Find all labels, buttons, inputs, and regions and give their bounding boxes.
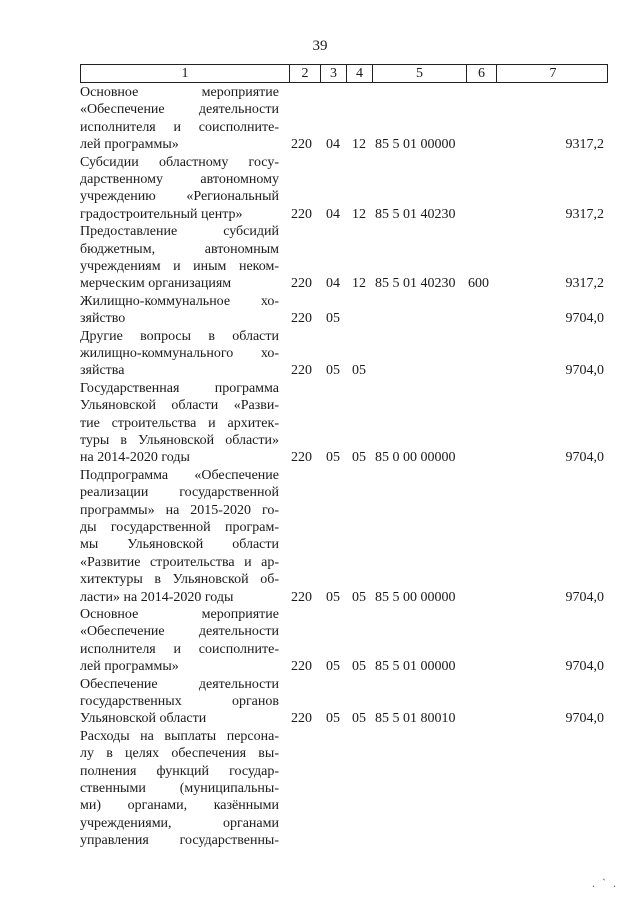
cell-c3: 05 (326, 311, 340, 327)
row-name (80, 728, 279, 850)
cell-c6: 600 (468, 276, 489, 292)
row-name-line: «Развитие строительства и ар- (80, 554, 279, 570)
cell-c5: 85 5 01 00000 (375, 659, 456, 675)
cell-c2: 220 (291, 450, 312, 466)
row-name-line: тие строительства и архитек- (80, 415, 279, 431)
row-name-line: полнения функций государ- (80, 763, 279, 779)
cell-c2: 220 (291, 659, 312, 675)
cell-c4: 05 (352, 711, 366, 727)
cell-c3: 04 (326, 276, 340, 292)
scan-marks: . ` . (592, 876, 618, 890)
cell-c7: 9704,0 (565, 711, 604, 727)
cell-c7: 9317,2 (565, 137, 604, 153)
cell-c2: 220 (291, 276, 312, 292)
cell-c5: 85 0 00 00000 (375, 450, 456, 466)
table-header (80, 64, 608, 83)
cell-c3: 04 (326, 137, 340, 153)
cell-c7: 9704,0 (565, 659, 604, 675)
cell-c4: 05 (352, 363, 366, 379)
row-name-line: исполнителя и соисполните- (80, 119, 279, 135)
row-name-line: «Обеспечение деятельности (80, 102, 279, 118)
cell-c4: 12 (352, 276, 366, 292)
cell-c7: 9704,0 (565, 450, 604, 466)
row-name-line: Обеспечение деятельности (80, 676, 279, 692)
cell-c3: 05 (326, 363, 340, 379)
cell-c3: 05 (326, 589, 340, 605)
cell-c4: 05 (352, 589, 366, 605)
cell-c5: 85 5 00 00000 (375, 589, 456, 605)
header-col-1: 1 (181, 66, 189, 81)
row-name-line: государственных органов (80, 693, 279, 709)
row-name-line: лей программы» (80, 137, 179, 153)
cell-c4: 05 (352, 659, 366, 675)
cell-c4: 12 (352, 137, 366, 153)
table-row (80, 328, 608, 380)
header-col-3: 3 (320, 65, 346, 82)
table-row (80, 676, 608, 728)
header-col-6: 6 (466, 65, 496, 82)
row-name-line: ды государственной програм- (80, 519, 279, 535)
row-name (80, 606, 279, 676)
cell-c5: 85 5 01 40230 (375, 276, 456, 292)
cell-c5: 85 5 01 00000 (375, 137, 456, 153)
cell-c2: 220 (291, 589, 312, 605)
row-name-line: лу в целях обеспечения вы- (80, 746, 279, 762)
row-name-line: жилищно-коммунального хо- (80, 345, 279, 361)
cell-c7: 9317,2 (565, 276, 604, 292)
cell-c4: 05 (352, 450, 366, 466)
cell-c3: 05 (326, 711, 340, 727)
row-name-line: учреждению «Региональный (80, 189, 279, 205)
row-name-line: Другие вопросы в области (80, 328, 279, 344)
cell-c2: 220 (291, 311, 312, 327)
cell-c4: 12 (352, 206, 366, 222)
cell-c2: 220 (291, 711, 312, 727)
cell-c5: 85 5 01 40230 (375, 206, 456, 222)
table-row (80, 84, 608, 154)
table-row (80, 467, 608, 606)
row-name-line: Основное мероприятие (80, 607, 279, 622)
row-name-line: «Обеспечение деятельности (80, 624, 279, 640)
row-name (80, 676, 279, 728)
table-row (80, 154, 608, 224)
cell-c5: 85 5 01 80010 (375, 711, 456, 727)
row-name-line: Ульяновской области «Разви- (80, 398, 279, 414)
cell-c7: 9704,0 (565, 589, 604, 605)
row-name-line: зяйства (80, 363, 125, 379)
row-name (80, 154, 279, 224)
row-name-line: бюджетным, автономным (80, 241, 279, 257)
row-name-line: учреждениями, органами (80, 815, 279, 831)
row-name-line: Субсидии областному госу- (80, 154, 279, 170)
row-name-line: на 2014-2020 годы (80, 450, 190, 466)
row-name-line: мерческим организациям (80, 276, 232, 292)
row-name-line: Подпрограмма «Обеспечение (80, 467, 279, 483)
cell-c7: 9704,0 (565, 363, 604, 379)
row-name-line: Ульяновской области (80, 711, 207, 727)
row-name-line: управления государственны- (80, 833, 279, 849)
row-name-line: ственными (муниципальны- (80, 780, 279, 796)
row-name-line: исполнителя и соисполните- (80, 641, 279, 657)
row-name-line: Расходы на выплаты персона- (80, 728, 279, 744)
row-name-line: мы Ульяновской области (80, 537, 279, 553)
table-row (80, 223, 608, 293)
row-name (80, 328, 279, 380)
row-name (80, 380, 279, 467)
cell-c7: 9704,0 (565, 311, 604, 327)
cell-c3: 05 (326, 450, 340, 466)
table-row (80, 606, 608, 676)
header-col-7: 7 (496, 65, 609, 82)
row-name-line: Государственная программа (80, 380, 279, 396)
row-name-line: программы» на 2015-2020 го- (80, 502, 279, 518)
row-name-line: реализации государственной (80, 485, 279, 501)
row-name-line: Жилищно-коммунальное хо- (80, 293, 279, 309)
cell-c2: 220 (291, 363, 312, 379)
cell-c3: 04 (326, 206, 340, 222)
header-col-5: 5 (372, 65, 466, 82)
row-name (80, 223, 279, 293)
cell-c2: 220 (291, 137, 312, 153)
table-row (80, 380, 608, 467)
row-name-line: дарственному автономному (80, 171, 279, 187)
row-name-line: ласти» на 2014-2020 годы (80, 589, 234, 605)
row-name (80, 84, 279, 154)
page-number: 39 (312, 38, 328, 54)
header-col-4: 4 (346, 65, 372, 82)
row-name (80, 467, 279, 606)
row-name-line: градостроительный центр» (80, 206, 243, 222)
row-name-line: хитектуры в Ульяновской об- (80, 572, 279, 588)
header-col-2: 2 (289, 65, 320, 82)
cell-c3: 05 (326, 659, 340, 675)
table-row (80, 728, 608, 850)
row-name-line: учреждениям и иным неком- (80, 258, 279, 274)
row-name (80, 293, 279, 328)
cell-c2: 220 (291, 206, 312, 222)
cell-c7: 9317,2 (565, 206, 604, 222)
row-name-line: Предоставление субсидий (80, 224, 279, 240)
row-name-line: зяйство (80, 311, 126, 327)
row-name-line: лей программы» (80, 659, 179, 675)
table-row (80, 293, 608, 328)
row-name-line: Основное мероприятие (80, 85, 279, 100)
row-name-line: туры в Ульяновской области» (80, 432, 279, 448)
row-name-line: ми) органами, казёнными (80, 798, 279, 814)
